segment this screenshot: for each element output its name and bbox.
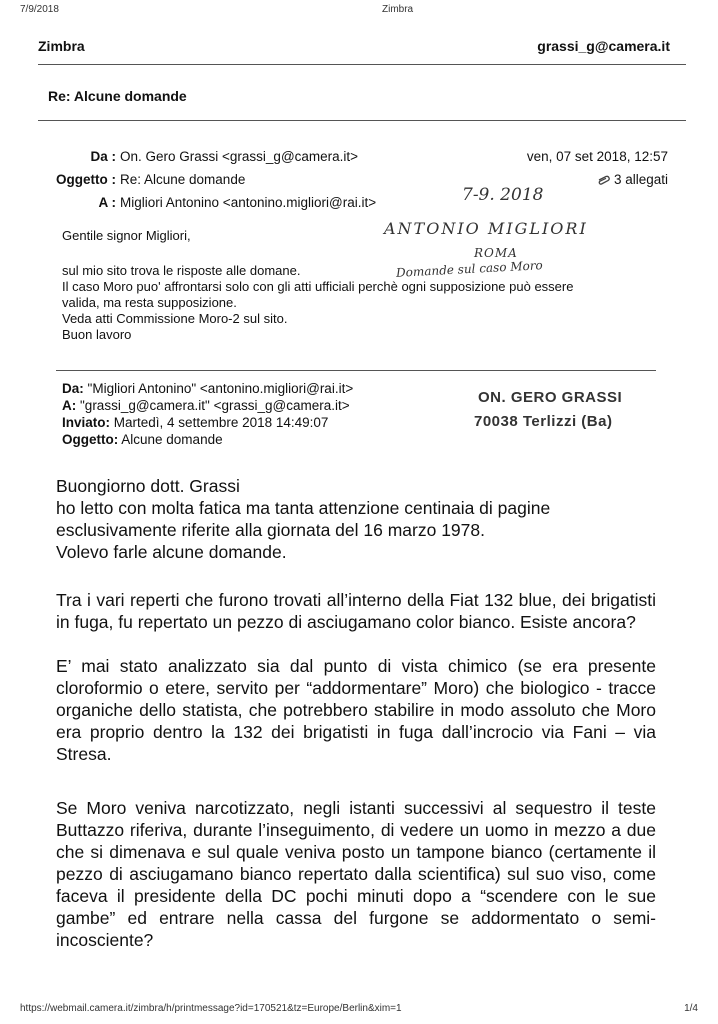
print-date: 7/9/2018 [20,4,59,15]
intro-line: ho letto con molta fatica ma tanta attenzione centinaia di pagine [56,498,551,518]
original-paragraph-2 [56,655,656,765]
reply-from-value: On. Gero Grassi <grassi_g@camera.it> [120,149,359,164]
handwritten-note: Domande sul caso Moro [395,258,544,280]
quote-divider [56,370,656,371]
original-headers [62,380,353,448]
paragraph-text: Tra i vari reperti che furono trovati all’interno della Fiat 132 blue, dei brigatisti in fuga, fu repertato un pezzo di asciugamano color bianco. Esiste ancora? [56,590,656,632]
original-subject-label: Oggetto: [62,432,119,447]
page-number: 1/4 [684,1003,698,1014]
intro-line: Buongiorno dott. Grassi [56,476,240,496]
reply-from-label: Da : [90,149,116,164]
reply-line: valida, ma resta supposizione. [62,295,237,310]
attachments-count: 3 allegati [613,172,668,187]
paperclip-icon [596,175,612,185]
reply-to-value: Migliori Antonino <antonino.migliori@rai.it> [120,195,377,210]
original-paragraph-1 [56,589,656,633]
print-url: https://webmail.camera.it/zimbra/h/printmessage?id=170521&tz=Europe/Berlin&xim=1 [20,1003,402,1014]
handwritten-name: ANTONIO MIGLIORI [384,219,588,238]
header-divider [38,64,686,65]
reply-line: sul mio sito trova le risposte alle domane. [62,263,301,278]
account-email: grassi_g@camera.it [537,38,670,54]
reply-line: Buon lavoro [62,327,132,342]
intro-line: esclusivamente riferite alla giornata del 16 marzo 1978. [56,520,485,540]
print-app-name: Zimbra [382,4,414,15]
original-intro [56,475,656,563]
paragraph-text: Se Moro veniva narcotizzato, negli istanti successivi al sequestro il teste Buttazzo riferiva, durante l’inseguimento, di vedere un uomo in mezzo a due che si dimenava e sul quale veniva posto un tampone bianco (certamente il pezzo di asciugamano bianco repertato dalla scientifica) sul suo viso, come faceva il presidente della DC pochi minuti dopo a “scendere con le sue gambe” ed entrare nella cassa del furgone se addormentato o semi-incosciente? [56,798,656,950]
handwritten-date: 7-9. 2018 [462,185,544,205]
stamp-name: ON. GERO GRASSI [478,389,623,406]
handwritten-city: ROMA [474,246,518,260]
reply-date: ven, 07 set 2018, 12:57 [526,149,668,164]
reply-subject-value: Re: Alcune domande [120,172,246,187]
brand-title: Zimbra [38,38,85,54]
reply-line: Veda atti Commissione Moro-2 sul sito. [62,311,288,326]
reply-subject-label: Oggetto : [56,172,116,187]
reply-body [62,263,573,343]
original-paragraph-3 [56,797,656,951]
subject-divider [38,120,686,121]
message-subject: Re: Alcune domande [48,88,187,104]
stamp-address: 70038 Terlizzi (Ba) [474,413,613,430]
original-from-value: "Migliori Antonino" <antonino.migliori@rai.it> [87,381,354,396]
reply-greeting: Gentile signor Migliori, [62,228,191,243]
original-to-value: "grassi_g@camera.it" <grassi_g@camera.it> [80,398,350,413]
intro-line: Volevo farle alcune domande. [56,542,287,562]
reply-line: Il caso Moro puo' affrontarsi solo con gli atti ufficiali perchè ogni supposizione può essere [62,279,574,294]
reply-to-label: A : [98,195,116,210]
original-sent-value: Martedì, 4 settembre 2018 14:49:07 [113,415,329,430]
original-to-label: A: [62,398,77,413]
attachments-link[interactable] [596,172,668,187]
original-from-label: Da: [62,381,84,396]
original-subject-value: Alcune domande [121,432,223,447]
paragraph-text: E’ mai stato analizzato sia dal punto di vista chimico (se era presente cloroformio o etere, servito per “addormentare” Moro) che biologico - tracce organiche dello statista, che potrebbero stabilire in modo assoluto che Moro era proprio dentro la 132 dei brigatisti in fuga dall’incrocio via Fani – via Stresa. [56,656,656,764]
original-sent-label: Inviato: [62,415,111,430]
